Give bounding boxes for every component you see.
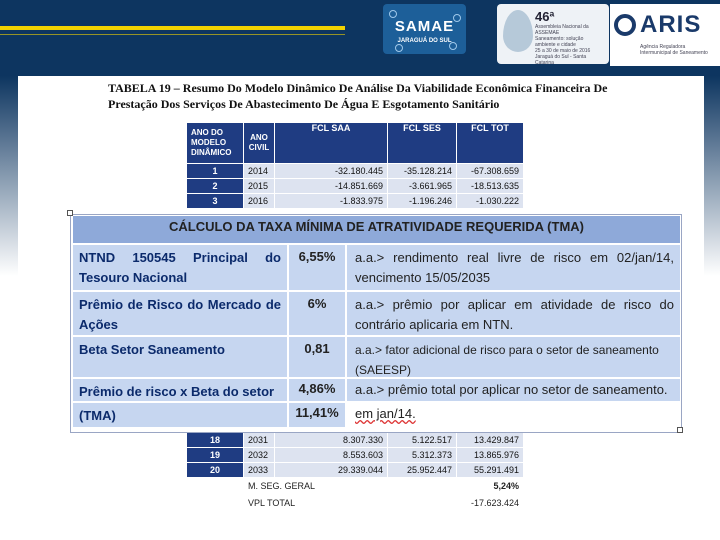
tma-label bbox=[73, 337, 287, 377]
table-row bbox=[187, 179, 524, 194]
table-row bbox=[187, 164, 524, 179]
tma-desc-line-1: em jan/14. bbox=[355, 406, 416, 421]
cell-fcl-ses: -3.661.965 bbox=[388, 179, 457, 194]
tma-label bbox=[73, 379, 287, 401]
cell-fcl-saa: 8.553.603 bbox=[275, 448, 388, 463]
summary-label-mseg: M. SEG. GERAL bbox=[244, 478, 457, 495]
assemae-line-1: Assembleia Nacional da ASSEMAE bbox=[535, 24, 589, 36]
col-header-fcl-ses: FCL SES bbox=[388, 123, 457, 164]
tma-row-total bbox=[73, 403, 680, 427]
aris-logo-subtitle: Agência Reguladora Intermunicipal de Saneamento bbox=[640, 44, 708, 56]
table-row bbox=[187, 194, 524, 209]
summary-value-mseg: 5,24% bbox=[457, 478, 524, 495]
tma-label-line-1: Prêmio de risco x Beta do setor bbox=[79, 384, 275, 399]
cell-fcl-saa: -32.180.445 bbox=[275, 164, 388, 179]
cell-fcl-saa: 8.307.330 bbox=[275, 433, 388, 448]
slide-header bbox=[0, 0, 720, 76]
tma-label-line-1: (TMA) bbox=[79, 408, 116, 423]
water-drop-icon bbox=[503, 10, 533, 52]
table-row bbox=[187, 463, 524, 478]
summary-row-vpl bbox=[187, 495, 524, 512]
table-header-row bbox=[187, 123, 524, 164]
cell-fcl-ses: -35.128.214 bbox=[388, 164, 457, 179]
aris-ring-icon bbox=[614, 14, 636, 36]
tma-description bbox=[347, 292, 680, 335]
header-accent-line bbox=[0, 26, 345, 30]
tma-desc-line-1: a.a.> fator adicional de risco para o setor de saneamento bbox=[355, 343, 659, 357]
tma-row-beta bbox=[73, 337, 680, 377]
tma-label bbox=[73, 245, 287, 290]
cell-fcl-tot: 55.291.491 bbox=[457, 463, 524, 478]
tma-desc-line-1: a.a.> prêmio por aplicar em atividade de risco do bbox=[355, 297, 674, 312]
table-caption: TABELA 19 – Resumo Do Modelo Dinâmico De Análise Da Viabilidade Econômica Financeira De Prestação Dos Serviços De Abastecimento De Água E Esgotamento Sanitário bbox=[108, 81, 608, 111]
bubble-icon bbox=[395, 44, 403, 52]
assemae-logo-text bbox=[535, 24, 603, 66]
col-header-fcl-saa: FCL SAA bbox=[275, 123, 388, 164]
tma-description bbox=[347, 403, 680, 427]
left-decor-stripe bbox=[0, 76, 18, 276]
tma-desc-line-1: a.a.> rendimento real livre de risco em 02/jan/14, bbox=[355, 250, 674, 265]
tma-value: 4,86% bbox=[289, 379, 345, 401]
bubble-icon bbox=[389, 10, 397, 18]
tma-value: 0,81 bbox=[289, 337, 345, 377]
assemae-line-3: 25 a 30 de maio de 2016 bbox=[535, 48, 591, 54]
header-accent-line-thin bbox=[0, 34, 345, 35]
cell-model-year: 19 bbox=[187, 448, 244, 463]
tma-desc-line-2: vencimento 15/05/2035 bbox=[355, 270, 491, 285]
summary-table-bottom bbox=[186, 432, 524, 512]
cell-fcl-saa: -1.833.975 bbox=[275, 194, 388, 209]
tma-label-line-2: Tesouro Nacional bbox=[79, 270, 188, 285]
summary-value-vpl: -17.623.424 bbox=[457, 495, 524, 512]
summary-table bbox=[186, 122, 524, 209]
cell-civil-year: 2031 bbox=[244, 433, 275, 448]
spacer-cell bbox=[187, 478, 244, 495]
cell-model-year: 18 bbox=[187, 433, 244, 448]
samae-logo-name: SAMAE bbox=[394, 18, 455, 35]
cell-fcl-saa: -14.851.669 bbox=[275, 179, 388, 194]
aris-logo bbox=[610, 4, 720, 66]
aris-logo-name: ARIS bbox=[640, 11, 702, 38]
cell-civil-year: 2033 bbox=[244, 463, 275, 478]
tma-desc-line-2: contrário aplicaria em NTN. bbox=[355, 317, 514, 332]
cell-model-year: 1 bbox=[187, 164, 244, 179]
cell-fcl-saa: 29.339.044 bbox=[275, 463, 388, 478]
cell-fcl-tot: -18.513.635 bbox=[457, 179, 524, 194]
tma-title: CÁLCULO DA TAXA MÍNIMA DE ATRATIVIDADE REQUERIDA (TMA) bbox=[73, 216, 680, 243]
spacer-cell bbox=[187, 495, 244, 512]
col-header-civil-year: ANO CIVIL bbox=[244, 123, 275, 164]
tma-description bbox=[347, 337, 680, 377]
right-decor-stripe bbox=[704, 76, 720, 276]
col-header-model-year: ANO DO MODELO DINÂMICO bbox=[187, 123, 244, 164]
tma-desc-line-1: a.a.> prêmio total por aplicar no setor de saneamento. bbox=[355, 382, 668, 397]
cell-fcl-ses: 5.122.517 bbox=[388, 433, 457, 448]
assemae-logo-number: 46ª bbox=[535, 9, 555, 24]
tma-label-line-1: Beta Setor Saneamento bbox=[79, 342, 225, 357]
tma-description bbox=[347, 379, 680, 401]
tma-label-line-2: Ações bbox=[79, 317, 119, 332]
cell-civil-year: 2016 bbox=[244, 194, 275, 209]
summary-row-mseg bbox=[187, 478, 524, 495]
cell-fcl-ses: 25.952.447 bbox=[388, 463, 457, 478]
assemae-logo bbox=[497, 4, 609, 64]
tma-desc-line-2: (SAEESP) bbox=[355, 363, 412, 377]
tma-label bbox=[73, 292, 287, 335]
tma-label-line-1: Prêmio de Risco do Mercado de bbox=[79, 297, 281, 312]
tma-value: 6,55% bbox=[289, 245, 345, 290]
tma-row-ntnb bbox=[73, 245, 680, 290]
samae-logo bbox=[383, 4, 466, 54]
table-row bbox=[187, 433, 524, 448]
tma-row-market-risk bbox=[73, 292, 680, 335]
resize-handle[interactable] bbox=[677, 427, 683, 433]
tma-label bbox=[73, 403, 287, 427]
cell-model-year: 20 bbox=[187, 463, 244, 478]
cell-fcl-tot: -1.030.222 bbox=[457, 194, 524, 209]
table-row bbox=[187, 448, 524, 463]
summary-label-vpl: VPL TOTAL bbox=[244, 495, 457, 512]
cell-civil-year: 2015 bbox=[244, 179, 275, 194]
cell-fcl-tot: 13.865.976 bbox=[457, 448, 524, 463]
tma-description bbox=[347, 245, 680, 290]
cell-fcl-tot: -67.308.659 bbox=[457, 164, 524, 179]
assemae-line-4: Jaraguá do Sul - Santa Catarina bbox=[535, 54, 587, 66]
assemae-line-2: Saneamento: solução ambiente e cidade bbox=[535, 36, 584, 48]
cell-fcl-tot: 13.429.847 bbox=[457, 433, 524, 448]
tma-label-line-1: NTND 150545 Principal do bbox=[79, 250, 281, 265]
tma-value: 6% bbox=[289, 292, 345, 335]
samae-logo-subtitle: JARAGUÁ DO SUL bbox=[397, 38, 452, 44]
tma-value: 11,41% bbox=[289, 403, 345, 427]
cell-fcl-ses: 5.312.373 bbox=[388, 448, 457, 463]
cell-model-year: 2 bbox=[187, 179, 244, 194]
tma-row-premium-beta bbox=[73, 379, 680, 401]
cell-civil-year: 2014 bbox=[244, 164, 275, 179]
cell-fcl-ses: -1.196.246 bbox=[388, 194, 457, 209]
cell-model-year: 3 bbox=[187, 194, 244, 209]
col-header-fcl-tot: FCL TOT bbox=[457, 123, 524, 164]
cell-civil-year: 2032 bbox=[244, 448, 275, 463]
